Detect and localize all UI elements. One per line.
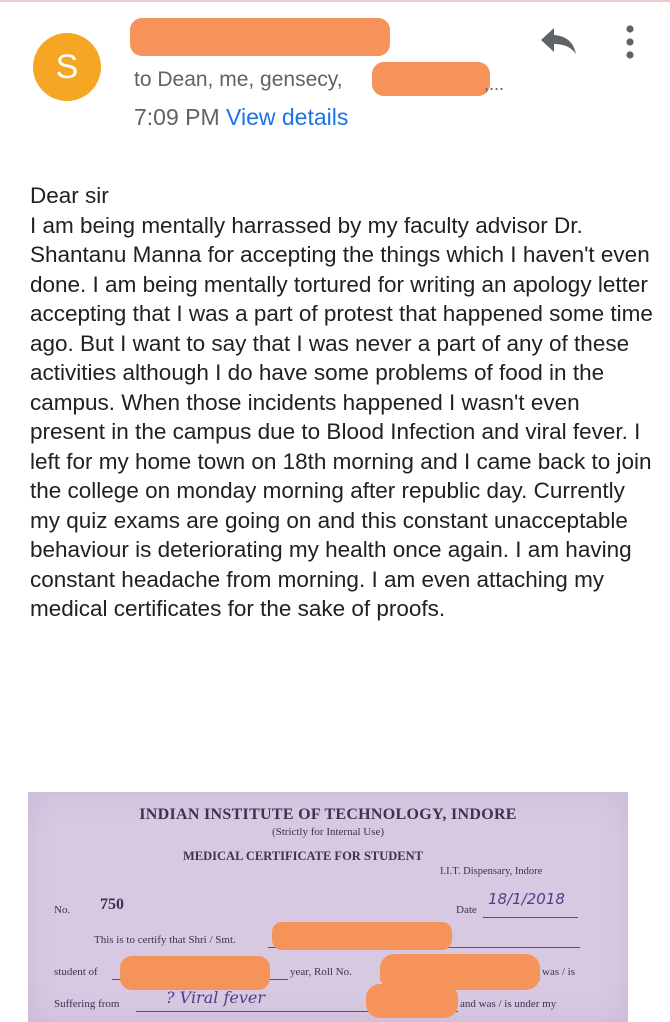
- time-line: [134, 104, 348, 131]
- redacted-sender-name: [130, 18, 390, 56]
- certificate-date-label: Date: [456, 904, 477, 916]
- certificate-suffering-label: Suffering from: [54, 998, 120, 1010]
- message-greeting: Dear sir: [30, 183, 109, 208]
- recipients-text: to Dean, me, gensecy,: [134, 68, 343, 91]
- medical-certificate-image[interactable]: [28, 792, 628, 1022]
- certificate-internal-use: (Strictly for Internal Use): [271, 826, 385, 838]
- certificate-institute: INDIAN INSTITUTE OF TECHNOLOGY, INDORE: [139, 806, 517, 823]
- view-details-link[interactable]: View details: [226, 104, 349, 130]
- certificate-was-is: was / is: [542, 966, 575, 978]
- sender-avatar[interactable]: [33, 33, 101, 101]
- redacted-suffering-detail: [366, 984, 458, 1018]
- more-vert-icon[interactable]: [620, 22, 640, 62]
- message-paragraph: I am being mentally harrassed by my faculty advisor Dr. Shantanu Manna for accepting the things which I haven't even done. I am being mentally tortured for writing an apology letter accepting that I was a part of protest that happened some time ago. But I want to say that I was never a part of any of these activities although I do have some problems of food in the campus. When those incidents happened I wasn't even present in the campus due to Blood Infection and viral fever. I left for my home town on 18th morning and I came back to join the college on monday morning after republic day. Currently my quiz exams are going on and this constant unacceptable behaviour is deteriorating my health once again. I am having constant headache from morning. I am even attaching my medical certificates for the sake of proofs.: [30, 212, 653, 621]
- top-divider: [0, 0, 670, 2]
- redacted-student-name: [272, 922, 452, 950]
- avatar-letter: S: [55, 47, 79, 86]
- certificate-year-roll: year, Roll No.: [290, 966, 352, 978]
- redacted-recipient: [372, 62, 490, 96]
- certificate-student-of: student of: [54, 966, 98, 978]
- recipients-more: ,...: [484, 74, 505, 94]
- certificate-under-my: and was / is under my: [460, 998, 557, 1010]
- certificate-dispensary: I.I.T. Dispensary, Indore: [440, 866, 543, 877]
- certificate-heading: MEDICAL CERTIFICATE FOR STUDENT: [183, 849, 423, 863]
- certificate-no-value: 750: [100, 896, 124, 913]
- sent-time: 7:09 PM: [134, 104, 220, 130]
- certificate-suffering-value: ? Viral fever: [166, 988, 265, 1007]
- certificate-no-label: No.: [54, 904, 71, 916]
- date-underline: [483, 917, 578, 918]
- message-body: [30, 181, 655, 624]
- reply-icon[interactable]: [540, 26, 578, 56]
- certificate-date-value: 18/1/2018: [488, 890, 565, 908]
- redacted-department: [120, 956, 270, 990]
- recipients-line[interactable]: [134, 68, 343, 92]
- certificate-certify-text: This is to certify that Shri / Smt.: [94, 934, 236, 946]
